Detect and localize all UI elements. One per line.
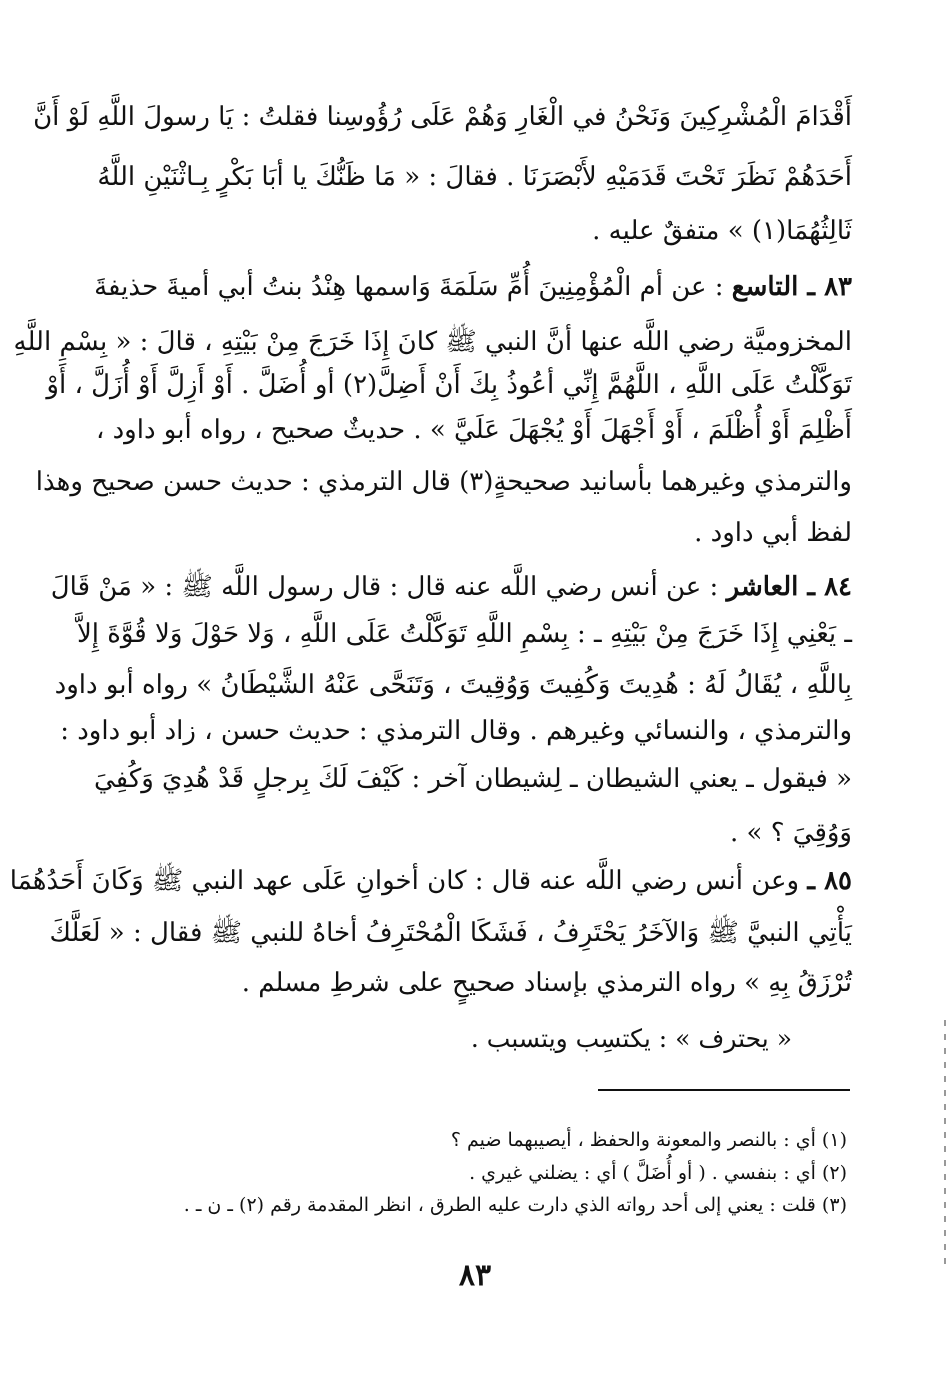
text-line: ـ يَعْنِي إِذَا خَرَجَ مِنْ بَيْتِهِ ـ : بِسْمِ اللَّهِ تَوَكَّلْتُ عَلَى اللَّهِ ، وَلا حَوْلَ وَلا قُوَّةَ إِلاَّ: [76, 619, 852, 649]
footnote: (١) أي : بالنصر والمعونة والحفظ ، أيصيبهما ضيم ؟: [450, 1129, 847, 1151]
text-line: ثَالِثُهُمَا(١) » متفقٌ عليه .: [592, 216, 852, 246]
text-line: تَوَكَّلْتُ عَلَى اللَّهِ ، اللَّهُمَّ إِنِّي أعُوذُ بِكَ أَنْ أَضِلَّ(٢) أو أُضَلَّ . أَوْ أَزِلَّ أَوْ أُزَلَّ ، أَوْ: [46, 370, 852, 400]
text-line: أَقْدَامَ الْمُشْرِكِينَ وَنَحْنُ في الْغَارِ وَهُمْ عَلَى رُؤُوسِنا فقلتُ : يَا رسولَ اللَّهِ لَوْ أَنَّ: [33, 102, 852, 132]
word-gloss: « يحترف » : يكتسِب ويتسبب .: [470, 1024, 792, 1053]
text-line: تُرْزَقُ بِهِ » رواه الترمذي بإسناد صحيحٍ على شرطِ مسلم .: [241, 968, 852, 998]
footnote-separator: [598, 1089, 850, 1091]
text-line: أَظْلِمَ أَوْ أُظْلَمَ ، أَوْ أَجْهَلَ أَوْ يُجْهَلَ عَلَيَّ » . حديثٌ صحيح ، رواه أبو داود ،: [95, 415, 852, 445]
text-line: المخزوميَّة رضي اللَّه عنها أنَّ النبي ﷺ كانَ إِذَا خَرَجَ مِنْ بَيْتِهِ ، قالَ : « بِسْمِ اللَّهِ: [13, 327, 852, 357]
text-segment: : عن أم الْمُؤْمِنِينَ أُمِّ سَلَمَةَ وَاسمها هِنْدُ بنتُ أبي أميةَ حذيفةَ: [94, 272, 724, 302]
hadith-number: ٨٥ ـ: [807, 866, 852, 896]
text-segment: وعن أنس رضي اللَّه عنه قال : كان أخوانِ عَلَى عهد النبي ﷺ وَكَانَ أَحَدُهُمَا: [9, 866, 800, 896]
text-line: أَحَدَهُمْ نَظَرَ تَحْتَ قَدَمَيْهِ لأَبْصَرَنَا . فقالَ : « مَا ظَنُّكَ يا أبَا بَكْرٍ بِـاثْنَيْنِ اللَّهُ: [97, 162, 852, 192]
text-segment: : عن أنس رضي اللَّه عنه قال : قال رسول اللَّه ﷺ : « مَنْ قَالَ: [50, 572, 719, 602]
hadith-83-line-1: [94, 266, 852, 308]
text-line: والترمذي وغيرهما بأسانيد صحيحةٍ(٣) قال الترمذي : حديث حسن صحيح وهذا: [35, 467, 852, 497]
text-line: وَوُقِيَ ؟ » .: [730, 818, 852, 848]
text-line: يَأْتِي النبيَّ ﷺ وَالآخَرُ يَحْتَرِفُ ، فَشَكَا الْمُحْتَرِفُ أخاهُ للنبي ﷺ فقال : « لَعَلَّكَ: [49, 918, 852, 948]
footnote: (٢) أي : بنفسي . ( أو أُضَلَّ ) أي : يضلني غيري .: [469, 1162, 847, 1184]
text-line: « فيقول ـ يعني الشيطان ـ لِشيطان آخر : كَيْفَ لَكَ بِرجلٍ قَدْ هُدِيَ وَكُفِيَ: [94, 764, 852, 794]
hadith-84-line-1: [50, 566, 852, 608]
text-line: بِاللَّهِ ، يُقَالُ لَهُ : هُدِيتَ وَكُفِيتَ وَوُقِيتَ ، وَتَنَحَّى عَنْهُ الشَّيْطَانُ » رواه أبو داود: [54, 670, 852, 700]
hadith-number: ٨٤ ـ العاشر: [726, 572, 852, 602]
footnote: (٣) قلت : يعني إلى أحد رواته الذي دارت عليه الطرق ، انظر المقدمة رقم (٢) ـ ن ـ .: [183, 1194, 847, 1216]
page-number: ٨٣: [458, 1258, 492, 1293]
hadith-number: ٨٣ ـ التاسع: [731, 272, 852, 302]
scan-edge-mark: [944, 1020, 946, 1270]
text-line: والترمذي ، والنسائي وغيرهم . وقال الترمذي : حديث حسن ، زاد أبو داود :: [60, 716, 852, 746]
text-line: لفظ أبي داود .: [694, 518, 852, 548]
hadith-85-line-1: [9, 860, 852, 902]
